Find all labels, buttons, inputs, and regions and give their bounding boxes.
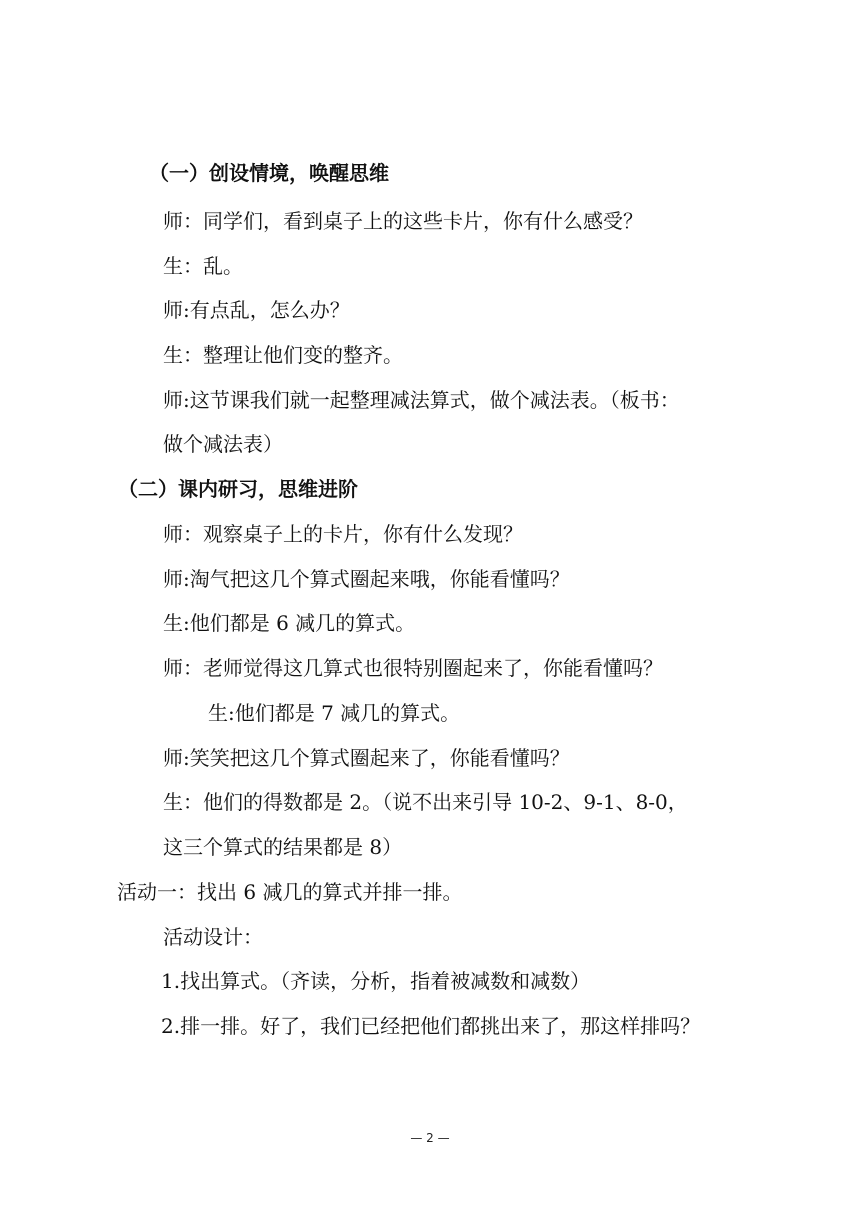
- step-item: 1.找出算式。（齐读，分析，指着被减数和减数）: [161, 969, 591, 993]
- dialogue-line: 师：同学们，看到桌子上的这些卡片，你有什么感受？: [163, 209, 643, 233]
- dialogue-line: 这三个算式的结果都是 8）: [163, 835, 403, 859]
- page-number: — 2 —: [410, 1131, 450, 1145]
- dialogue-line: 师:这节课我们就一起整理减法算式，做个减法表。（板书：: [163, 388, 680, 412]
- activity-heading: 活动一：找出 6 减几的算式并排一排。: [117, 880, 463, 904]
- dialogue-line: 师：观察桌子上的卡片，你有什么发现？: [163, 522, 523, 546]
- section-heading-2: （二）课内研习，思维进阶: [118, 477, 358, 501]
- dialogue-line: 做个减法表）: [163, 432, 283, 456]
- dialogue-line: 生：整理让他们变的整齐。: [163, 343, 403, 367]
- dialogue-line: 生：乱。: [163, 254, 243, 278]
- dialogue-line: 师:笑笑把这几个算式圈起来了，你能看懂吗？: [163, 746, 570, 770]
- step-item: 2.排一排。好了，我们已经把他们都挑出来了，那这样排吗？: [161, 1014, 701, 1038]
- dialogue-line: 师：老师觉得这几算式也很特别圈起来了，你能看懂吗？: [163, 656, 663, 680]
- activity-design-label: 活动设计：: [163, 925, 263, 949]
- section-heading-1: （一）创设情境，唤醒思维: [149, 161, 389, 185]
- dialogue-line: 生：他们的得数都是 2。（说不出来引导 10-2、9-1、8-0，: [163, 790, 688, 814]
- dialogue-line: 生:他们都是 6 减几的算式。: [163, 611, 416, 635]
- dialogue-line: 师:有点乱，怎么办？: [163, 298, 350, 322]
- dialogue-line: 生:他们都是 7 减几的算式。: [208, 701, 461, 725]
- dialogue-line: 师:淘气把这几个算式圈起来哦，你能看懂吗？: [163, 567, 570, 591]
